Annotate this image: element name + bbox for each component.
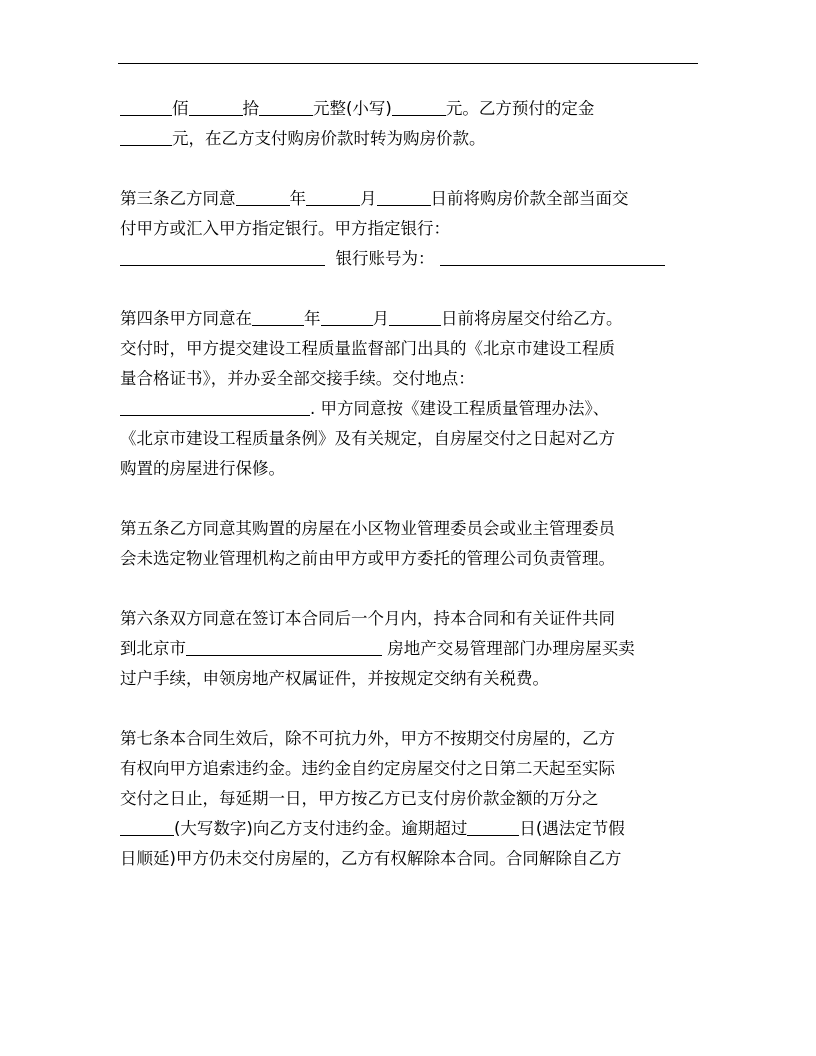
text-line bbox=[120, 184, 698, 214]
blank-field bbox=[306, 187, 360, 206]
text-line bbox=[120, 424, 698, 454]
text-line bbox=[120, 844, 698, 874]
text-line bbox=[120, 814, 698, 844]
text-fragment: 年 bbox=[304, 309, 321, 328]
text-line bbox=[120, 124, 698, 154]
text-fragment: 交付之日止，每延期一日，甲方按乙方已支付房价款金额的万分之 bbox=[120, 789, 599, 808]
text-fragment: 《北京市建设工程质量条例》及有关规定，自房屋交付之日起对乙方 bbox=[120, 429, 615, 448]
text-line bbox=[120, 724, 698, 754]
header-rule bbox=[118, 63, 698, 64]
text-fragment: 付甲方或汇入甲方指定银行。甲方指定银行： bbox=[120, 219, 450, 238]
blank-field bbox=[259, 97, 313, 116]
text-fragment: 第六条双方同意在签订本合同后一个月内，持本合同和有关证件共同 bbox=[120, 609, 615, 628]
delivery-place-blank bbox=[120, 397, 310, 416]
text-line bbox=[120, 544, 698, 574]
text-fragment: 月 bbox=[360, 189, 377, 208]
text-fragment: 日前将购房价款全部当面交 bbox=[430, 189, 629, 208]
text-fragment: 日(遇法定节假 bbox=[519, 819, 625, 838]
text-fragment: 量合格证书》，并办妥全部交接手续。交付地点： bbox=[120, 369, 475, 388]
text-line bbox=[120, 634, 698, 664]
text-fragment: 第五条乙方同意其购置的房屋在小区物业管理委员会或业主管理委员 bbox=[120, 519, 615, 538]
text-fragment: 过户手续，申领房地产权属证件，并按规定交纳有关税费。 bbox=[120, 669, 549, 688]
text-fragment: 月 bbox=[372, 309, 389, 328]
blank-field bbox=[377, 187, 431, 206]
text-fragment: 元。乙方预付的定金 bbox=[445, 99, 595, 118]
blank-field bbox=[120, 97, 172, 116]
blank-field bbox=[389, 307, 441, 326]
text-fragment: . 甲方同意按《建设工程质量管理办法》、 bbox=[310, 399, 610, 418]
blank-field bbox=[120, 127, 172, 146]
text-line bbox=[120, 784, 698, 814]
text-line bbox=[120, 454, 698, 484]
text-fragment: 银行账号为： bbox=[335, 249, 435, 268]
text-line bbox=[120, 304, 698, 334]
text-line bbox=[120, 664, 698, 694]
text-fragment: (大写数字)向乙方支付违约金。逾期超过 bbox=[174, 819, 468, 838]
text-line bbox=[120, 514, 698, 544]
blank-field bbox=[467, 817, 519, 836]
text-fragment: 购置的房屋进行保修。 bbox=[120, 459, 285, 478]
text-fragment: 佰 bbox=[172, 99, 189, 118]
blank-field bbox=[252, 307, 304, 326]
text-line bbox=[120, 244, 698, 274]
text-fragment: 房地产交易管理部门办理房屋买卖 bbox=[387, 639, 635, 658]
text-fragment: 日顺延)甲方仍未交付房屋的，乙方有权解除本合同。合同解除自乙方 bbox=[120, 849, 622, 868]
district-blank bbox=[186, 637, 382, 656]
text-line bbox=[120, 754, 698, 784]
text-line bbox=[120, 334, 698, 364]
text-fragment: 第七条本合同生效后，除不可抗力外，甲方不按期交付房屋的，乙方 bbox=[120, 729, 615, 748]
bank-name-blank bbox=[120, 247, 325, 266]
text-fragment: 元整(小写) bbox=[313, 99, 392, 118]
text-line bbox=[120, 364, 698, 394]
text-fragment: 有权向甲方追索违约金。违约金自约定房屋交付之日第二天起至实际 bbox=[120, 759, 615, 778]
text-line bbox=[120, 394, 698, 424]
text-fragment: 会未选定物业管理机构之前由甲方或甲方委托的管理公司负责管理。 bbox=[120, 549, 615, 568]
text-fragment: 日前将房屋交付给乙方。 bbox=[441, 309, 623, 328]
text-fragment: 到北京市 bbox=[120, 639, 186, 658]
text-fragment: 年 bbox=[289, 189, 306, 208]
text-fragment: 元，在乙方支付购房价款时转为购房价款。 bbox=[172, 129, 486, 148]
text-fragment: 第四条甲方同意在 bbox=[120, 309, 252, 328]
text-line bbox=[120, 604, 698, 634]
blank-field bbox=[392, 97, 446, 116]
blank-field bbox=[321, 307, 373, 326]
text-fragment: 第三条乙方同意 bbox=[120, 189, 236, 208]
bank-account-blank bbox=[440, 247, 665, 266]
text-line bbox=[120, 94, 698, 124]
blank-field bbox=[189, 97, 243, 116]
contract-body bbox=[120, 94, 698, 874]
text-fragment: 拾 bbox=[242, 99, 259, 118]
blank-field bbox=[236, 187, 290, 206]
text-fragment: 交付时，甲方提交建设工程质量监督部门出具的《北京市建设工程质 bbox=[120, 339, 615, 358]
text-line bbox=[120, 214, 698, 244]
blank-field bbox=[120, 817, 174, 836]
